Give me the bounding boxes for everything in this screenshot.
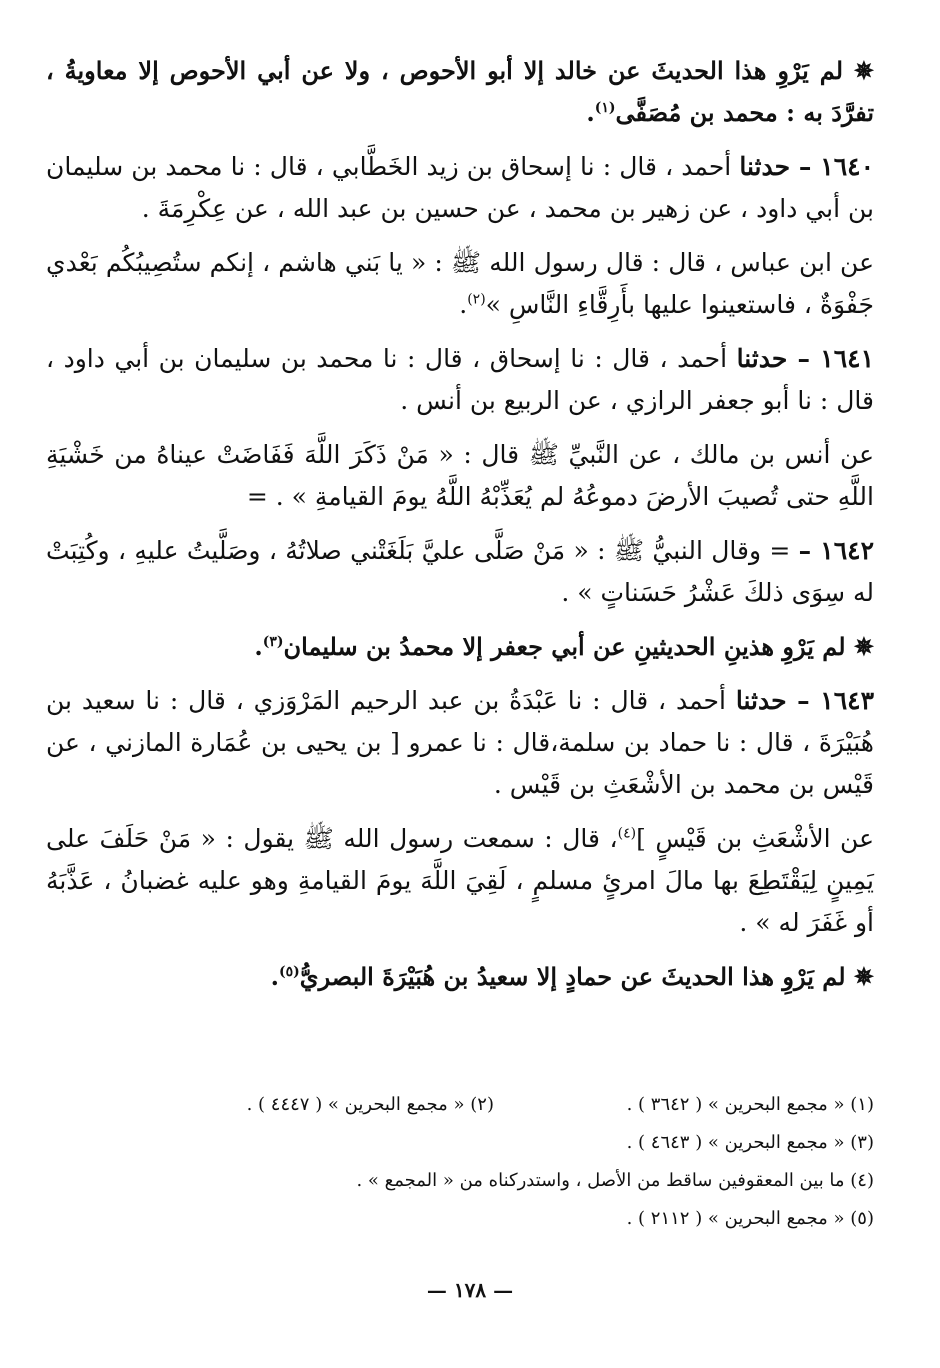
hadith-1643-matn bbox=[46, 818, 874, 944]
footnote-3: (٣) « مجمع البحرين » ( ٤٦٤٣ ) . bbox=[626, 1132, 874, 1153]
note-text: ✵ لم يَرْوِ هذا الحديثَ عن خالد إلا أبو الأحوص ، ولا عن أبي الأحوص إلا معاويةُ ، تفرَّدَ به : محمد بن مُصَفَّى bbox=[46, 56, 874, 127]
hadith-chain-text: أحمد ، قال : نا عَبْدَةُ بن عبد الرحيم المَرْوَزي ، قال : نا سعيد بن هُبَيْرَةَ ، قال : نا حماد بن سلمة،قال : نا عمرو [ بن يحيى بن عُمَارة المازني ، عن قَيْس بن محمد بن الأشْعَثِ بن قَيْس . bbox=[46, 686, 874, 799]
footnote-ref: (٢) bbox=[467, 291, 486, 308]
footnote-5: (٥) « مجمع البحرين » ( ٢١١٢ ) . bbox=[626, 1208, 874, 1229]
footnote-ref: (٤) bbox=[617, 825, 637, 842]
narrator-note bbox=[46, 626, 874, 668]
footnotes bbox=[46, 1086, 874, 1238]
note-text: ✵ لم يَرْوِ هذا الحديثَ عن حمادٍ إلا سعيدُ بن هُبَيْرَةَ البصريُّ bbox=[299, 962, 874, 991]
footnote-ref: (٥) bbox=[279, 964, 300, 980]
page-number: — ١٧٨ — bbox=[426, 1278, 514, 1302]
footnote-row bbox=[46, 1124, 874, 1162]
footnote-4: (٤) ما بين المعقوفين ساقط من الأصل ، واستدركناه من « المجمع » . bbox=[356, 1170, 874, 1191]
footnote-row bbox=[46, 1162, 874, 1200]
hadith-chain-text: أحمد ، قال : نا إسحاق بن زيد الخَطَّابي ، قال : نا محمد بن سليمان بن أبي داود ، عن زهير بن محمد ، عن حسين بن عبد الله ، عن عِكْرِمَةَ . bbox=[46, 152, 874, 223]
narrator-note bbox=[46, 956, 874, 998]
hadith-chain-text: أحمد ، قال : نا إسحاق ، قال : نا محمد بن سليمان بن أبي داود ، قال : نا أبو جعفر الرازي ، عن الربيع بن أنس . bbox=[46, 344, 874, 415]
note-tail: . bbox=[270, 962, 279, 991]
hadith-1640-chain bbox=[46, 146, 874, 230]
hadith-number-lead: ١٦٤٠ – حدثنا bbox=[739, 152, 874, 181]
matn-tail: . bbox=[459, 290, 468, 319]
hadith-matn-tail: ، قال : سمعت رسول الله ﷺ يقول : « مَنْ حَلَفَ على يَمِينٍ لِيَقْتَطِعَ بها مالَ امرئٍ مسلمٍ ، لَقِيَ اللَّهَ يومَ القيامةِ وهو عليه غضبانُ ، عَذَّبَهُ أو غَفَرَ له » . bbox=[46, 824, 874, 937]
footnote-ref: (١) bbox=[594, 100, 616, 116]
footnote-2: (٢) « مجمع البحرين » ( ٤٤٤٧ ) . bbox=[246, 1094, 494, 1115]
note-text: ✵ لم يَرْوِ هذينِ الحديثينِ عن أبي جعفر إلا محمدُ بن سليمان bbox=[283, 632, 874, 661]
footnote-row bbox=[46, 1200, 874, 1238]
note-tail: . bbox=[586, 98, 595, 127]
hadith-number-lead: ١٦٤٢ – bbox=[798, 536, 874, 565]
hadith-matn-text: عن أنس بن مالك ، عن النَّبيِّ ﷺ قال : « مَنْ ذَكَرَ اللَّهَ فَفَاضَتْ عيناهُ من خَشْيَةِ اللَّهِ حتى تُصيبَ الأرضَ دموعُهُ لم يُعَذِّبْهُ اللَّهُ يومَ القيامةِ » . = bbox=[46, 440, 874, 511]
hadith-1640-matn bbox=[46, 242, 874, 326]
hadith-number-lead: ١٦٤١ – حدثنا bbox=[736, 344, 875, 373]
hadith-1641-chain bbox=[46, 338, 874, 422]
hadith-1642 bbox=[46, 530, 874, 614]
hadith-1641-matn bbox=[46, 434, 874, 518]
hadith-matn-text: عن الأشْعَثِ بن قَيْسٍ ] bbox=[636, 824, 874, 853]
hadith-1643-chain bbox=[46, 680, 874, 806]
hadith-matn-text: عن ابن عباس ، قال : قال رسول الله ﷺ : « يا بَني هاشم ، إنكم ستُصِيبُكُم بَعْدي جَفْوَةٌ ، فاستعينوا عليها بأَرِقَّاءِ النَّاسِ » bbox=[46, 248, 874, 319]
footnote-row bbox=[46, 1086, 874, 1124]
note-tail: . bbox=[254, 632, 263, 661]
hadith-number-lead: ١٦٤٣ – حدثنا bbox=[735, 686, 874, 715]
hadith-matn-text: = وقال النبيُّ ﷺ : « مَنْ صَلَّى عليَّ بَلَغَتْني صلاتُهُ ، وصَلَّيتُ عليهِ ، وكُتِبَتْ له سِوَى ذلكَ عَشْرُ حَسَناتٍ » . bbox=[46, 536, 874, 607]
footnote-ref: (٣) bbox=[262, 634, 284, 650]
narrator-note bbox=[46, 50, 874, 134]
footnote-1: (١) « مجمع البحرين » ( ٣٦٤٢ ) . bbox=[626, 1094, 874, 1115]
page-body bbox=[46, 50, 874, 1010]
